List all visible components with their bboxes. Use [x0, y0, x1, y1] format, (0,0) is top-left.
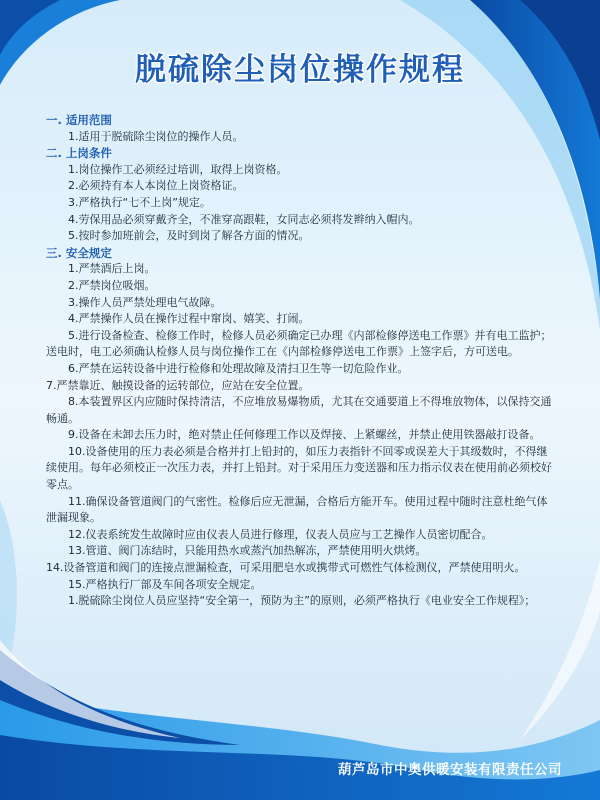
list-item: 8.本装置界区内应随时保持清洁，不应堆放易爆物质，尤其在交通要道上不得堆放物体，以保持交通畅通。: [46, 395, 552, 425]
list-item: 9.设备在未卸去压力时，绝对禁止任何修理工作以及焊接、上紧螺丝，并禁止使用铁器敲打设备。: [68, 428, 541, 442]
section-conditions: [46, 145, 556, 245]
list-item: 11.确保设备管道阀门的气密性。检修后应无泄漏，合格后方能开车。使用过程中随时注意杜绝气体泄漏现象。: [46, 494, 548, 525]
page-title: 脱硫除尘岗位操作规程: [135, 52, 465, 88]
list-item: 4.劳保用品必须穿戴齐全，不准穿高跟鞋，女同志必须将发辫纳入帽内。: [68, 212, 420, 226]
list-item: 13.管道、阀门冻结时，只能用热水或蒸汽加热解冻，严禁使用明火烘烤。: [68, 544, 427, 558]
list-item: 1.脱硫除尘岗位人员应坚持“安全第一，预防为主”的原则，必须严格执行《电业安全工作规程》；: [68, 594, 536, 608]
list-item: 14.设备管道和阀门的连接点泄漏检查，可采用肥皂水或携带式可燃性气体检测仪，严禁使用明火。: [46, 561, 526, 575]
list-item: 1.岗位操作工必须经过培训，取得上岗资格。: [68, 162, 288, 176]
section-scope: [46, 112, 556, 145]
list-item: 2.严禁岗位吸烟。: [68, 278, 156, 292]
section-title: 三. 安全规定: [46, 245, 112, 260]
list-item: 5.按时参加班前会，及时到岗了解各方面的情况。: [68, 229, 310, 243]
list-item: 15.严格执行厂部及车间各项安全规定。: [68, 577, 262, 591]
section-title: 一. 适用范围: [46, 113, 112, 127]
list-item: 7.严禁靠近、触摸设备的运转部位，应站在安全位置。: [46, 378, 310, 392]
list-item: 1.严禁酒后上岗。: [68, 262, 156, 276]
company-name: 葫芦岛市中奥供暖安装有限责任公司: [338, 762, 562, 778]
list-item: 12.仪表系统发生故障时应由仪表人员进行修理，仪表人员应与工艺操作人员密切配合。: [68, 527, 493, 541]
section-title: 二. 上岗条件: [46, 146, 112, 161]
list-item: 1.适用于脱硫除尘岗位的操作人员。: [68, 129, 244, 143]
list-item: 4.严禁操作人员在操作过程中窜岗、嬉笑、打闹。: [68, 312, 310, 326]
section-safety: [46, 245, 556, 610]
list-item: 10.设备使用的压力表必须是合格并打上铅封的，如压力表指针不回零或误差大于其级数时，不得继续使用。每年必须校正一次压力表，并打上铅封。对于采用压力变送器和压力指示仪表在使用前必须校好零点。: [46, 444, 552, 492]
list-item: 6.严禁在运转设备中进行检修和处理故障及清扫卫生等一切危险作业。: [68, 361, 409, 375]
regulation-body: [46, 112, 556, 610]
list-item: 3.操作人员严禁处理电气故障。: [68, 295, 222, 309]
list-item: 2.必须持有本人本岗位上岗资格证。: [68, 179, 244, 193]
list-item: 5.进行设备检查、检修工作时，检修人员必须确定已办理《内部检修停送电工作票》并有电工监护；送电时，电工必须确认检修人员与岗位操作工在《内部检修停送电工作票》上签字后，方可送电。: [46, 328, 552, 359]
list-item: 3.严格执行“七不上岗”规定。: [68, 195, 211, 209]
